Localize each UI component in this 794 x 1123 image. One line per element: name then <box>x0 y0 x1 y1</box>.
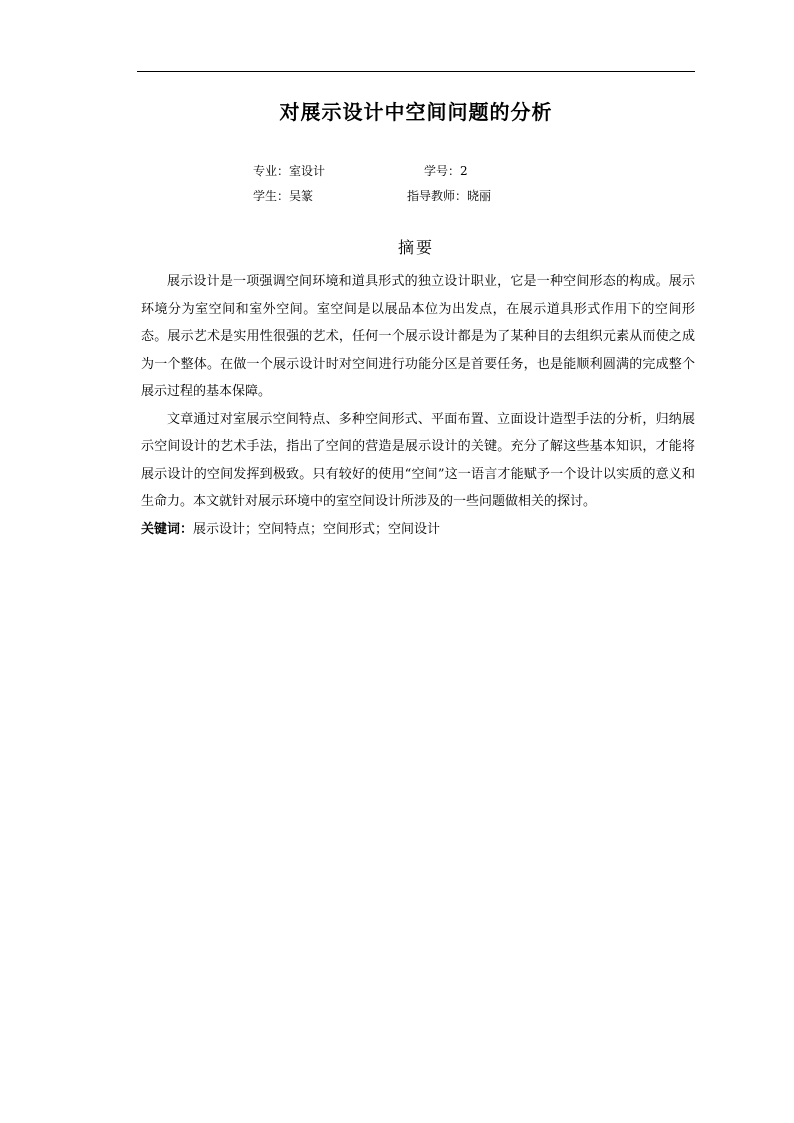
advisor-field <box>407 187 491 205</box>
advisor-value: 晓丽 <box>467 189 492 203</box>
abstract-body <box>141 268 695 543</box>
student-field <box>253 187 313 205</box>
student-number-field <box>424 162 468 180</box>
paper-title: 对展示设计中空间问题的分析 <box>279 100 553 124</box>
student-number-value: 2 <box>460 164 468 178</box>
keywords-label: 关键词： <box>141 521 194 537</box>
header-rule <box>137 71 695 72</box>
student-number-label: 学号： <box>424 164 461 178</box>
major-label: 专业： <box>253 164 290 178</box>
student-value: 吴篆 <box>289 189 314 203</box>
student-label: 学生： <box>253 189 290 203</box>
major-value: 室设计 <box>289 164 326 178</box>
keywords-line <box>141 516 695 544</box>
major-field <box>253 162 325 180</box>
abstract-heading: 摘要 <box>397 238 434 257</box>
keywords-value: 展示设计；空间特点；空间形式；空间设计 <box>193 521 441 537</box>
abstract-paragraph: 文章通过对室展示空间特点、多种空间形式、平面布置、立面设计造型手法的分析，归纳展示空间设计的艺术手法，指出了空间的营造是展示设计的关键。充分了解这些基本知识，才能将展示设计的空间发挥到极致。只有较好的使用“空间”这一语言才能赋予一个设计以实质的意义和生命力。本文就针对展示环境中的室空间设计所涉及的一些问题做相关的探讨。 <box>141 411 695 509</box>
abstract-paragraph: 展示设计是一项强调空间环境和道具形式的独立设计职业，它是一种空间形态的构成。展示环境分为室空间和室外空间。室空间是以展品本位为出发点，在展示道具形式作用下的空间形态。展示艺术是实用性很强的艺术，任何一个展示设计都是为了某种目的去组织元素从而使之成为一个整体。在做一个展示设计时对空间进行功能分区是首要任务，也是能顺利圆满的完成整个展示过程的基本保障。 <box>141 274 695 399</box>
advisor-label: 指导教师： <box>407 189 468 203</box>
